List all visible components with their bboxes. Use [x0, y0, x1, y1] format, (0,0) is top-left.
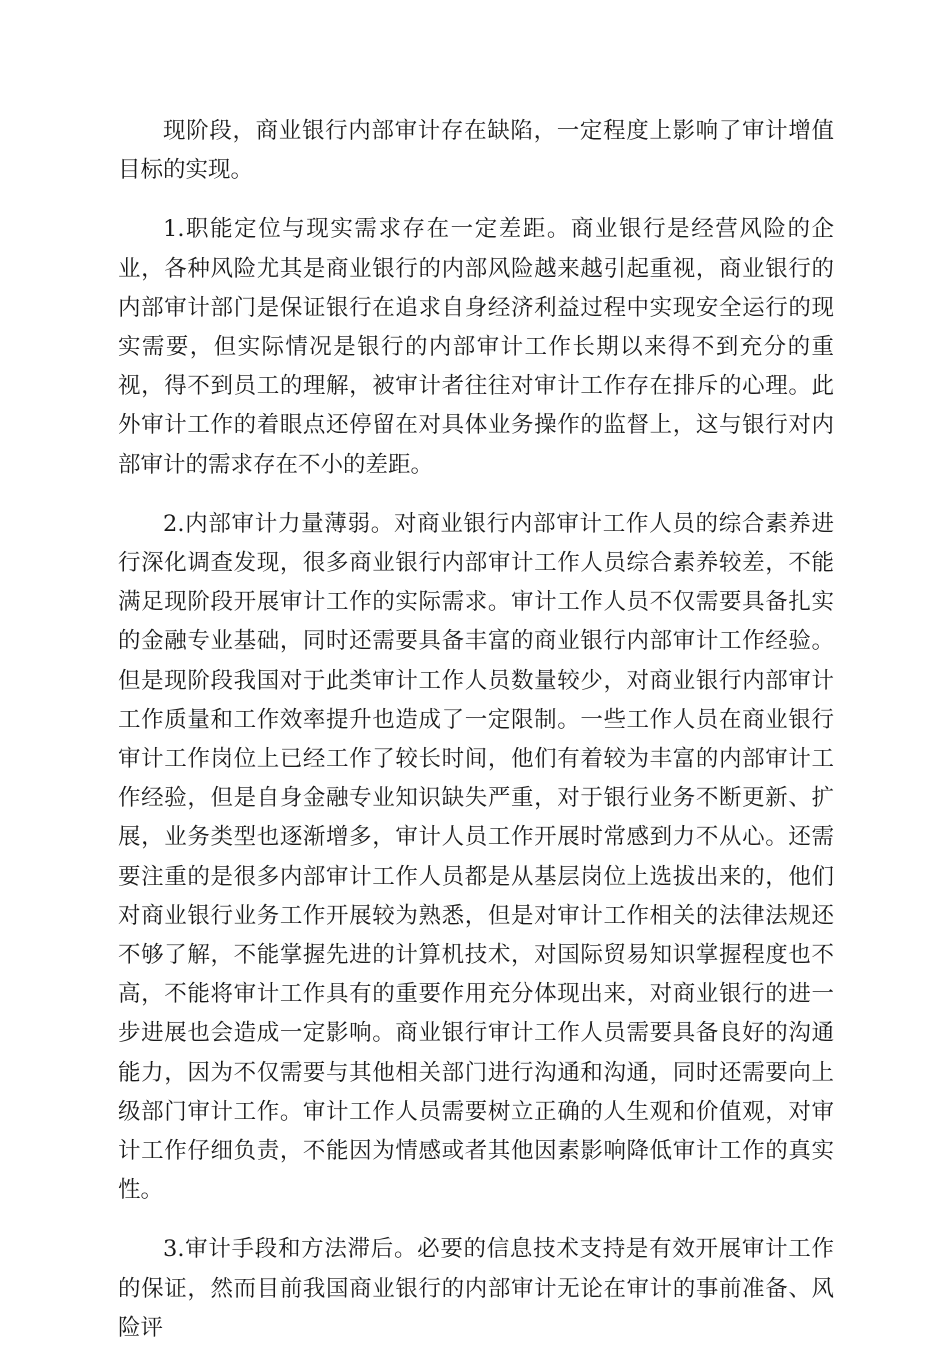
paragraph-intro: 现阶段，商业银行内部审计存在缺陷，一定程度上影响了审计增值目标的实现。 — [118, 118, 834, 184]
paragraph-item-2: 2.内部审计力量薄弱。对商业银行内部审计工作人员的综合素养进行深化调查发现，很多商业银行内部审计工作人员综合素养较差，不能满足现阶段开展审计工作的实际需求。审计工作人员不仅需要具备扎实的金融专业基础，同时还需要具备丰富的商业银行内部审计工作经验。但是现阶段我国对于此类审计工作人员数量较少，对商业银行内部审计工作质量和工作效率提升也造成了一定限制。一些工作人员在商业银行审计工作岗位上已经工作了较长时间，他们有着较为丰富的内部审计工作经验，但是自身金融专业知识缺失严重，对于银行业务不断更新、扩展，业务类型也逐渐增多，审计人员工作开展时常感到力不从心。还需要注重的是很多内部审计工作人员都是从基层岗位上选拔出来的，他们对商业银行业务工作开展较为熟悉，但是对审计工作相关的法律法规还不够了解，不能掌握先进的计算机技术，对国际贸易知识掌握程度也不高，不能将审计工作具有的重要作用充分体现出来，对商业银行的进一步进展也会造成一定影响。商业银行审计工作人员需要具备良好的沟通能力，因为不仅需要与其他相关部门进行沟通和沟通，同时还需要向上级部门审计工作。审计工作人员需要树立正确的人生观和价值观，对审计工作仔细负责，不能因为情感或者其他因素影响降低审计工作的真实性。 — [118, 510, 834, 1204]
paragraph-item-3: 3.审计手段和方法滞后。必要的信息技术支持是有效开展审计工作的保证，然而目前我国商业银行的内部审计无论在审计的事前准备、风险评 — [118, 1236, 834, 1341]
document-body — [118, 112, 834, 1348]
paragraph-item-1: 1.职能定位与现实需求存在一定差距。商业银行是经营风险的企业，各种风险尤其是商业银行的内部风险越来越引起重视，商业银行的内部审计部门是保证银行在追求自身经济利益过程中实现安全运行的现实需要，但实际情况是银行的内部审计工作长期以来得不到充分的重视，得不到员工的理解，被审计者往往对审计工作存在排斥的心理。此外审计工作的着眼点还停留在对具体业务操作的监督上，这与银行对内部审计的需求存在不小的差距。 — [118, 216, 834, 478]
